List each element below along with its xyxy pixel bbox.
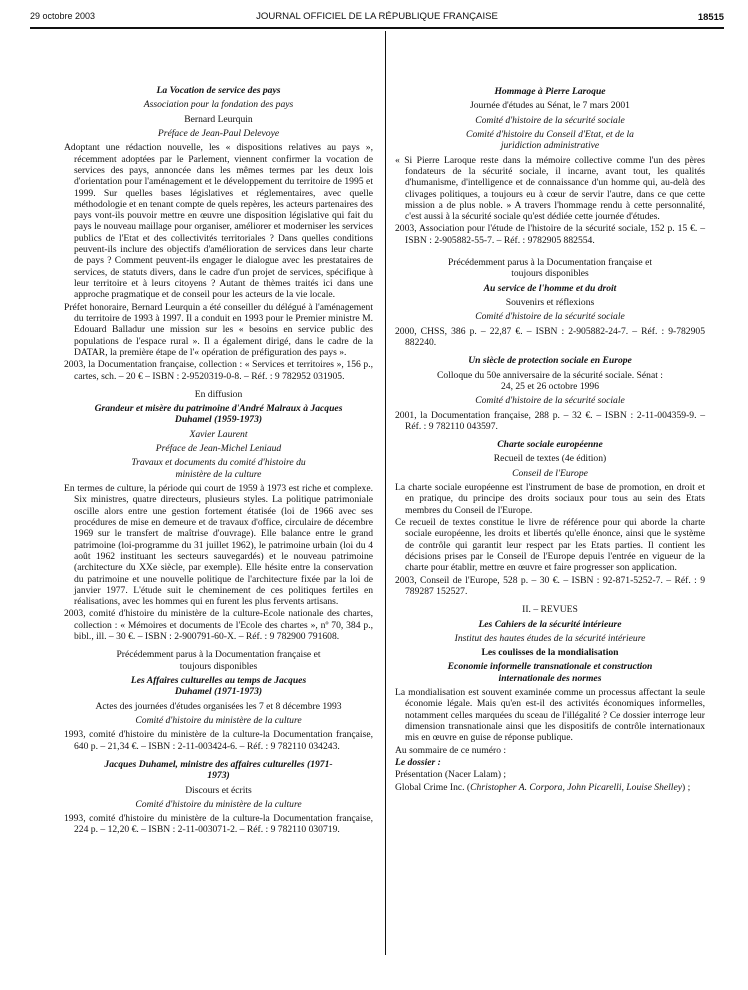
book-organization: Comité d'histoire de la sécurité sociale bbox=[475, 311, 625, 323]
page-header bbox=[30, 11, 724, 25]
book-subtitle: Journée d'études au Sénat, le 7 mars 2001 bbox=[470, 100, 630, 112]
section-heading: II. – REVUES bbox=[522, 604, 578, 616]
previously-published: Précédemment parus à la Documentation française et toujours disponibles bbox=[116, 649, 321, 672]
header-page-number: 18515 bbox=[697, 11, 724, 22]
summary-item: Présentation (Nacer Lalam) ; bbox=[395, 769, 507, 781]
book-title: Un siècle de protection sociale en Europe bbox=[468, 355, 632, 367]
book-reference: 2003, comité d'histoire du ministère de la culture-Ecole nationale des chartes, collection : « Mémoires et documents de l'Ecole des chartes », nº 70, 384 p., bibl., ill. – 30 €. – ISBN : 2-900791-60-X. – Réf. : 9 782900 791608. bbox=[64, 608, 373, 643]
review-organization: Institut des hautes études de la sécurité intérieure bbox=[454, 632, 646, 644]
header-title: JOURNAL OFFICIEL DE LA RÉPUBLIQUE FRANÇAISE bbox=[256, 11, 498, 22]
review-title: Les Cahiers de la sécurité intérieure bbox=[478, 618, 622, 630]
review-issue-title: Les coulisses de la mondialisation bbox=[481, 647, 619, 659]
book-reference: 1993, comité d'histoire du ministère de la culture-la Documentation française, 224 p. – 12,20 €. – ISBN : 2-11-003071-2. – Réf. : 9 782110 030719. bbox=[64, 813, 373, 836]
dossier-label: Le dossier : bbox=[395, 756, 441, 768]
right-column bbox=[395, 86, 705, 794]
book-series: Travaux et documents du comité d'histoire du ministère de la culture bbox=[131, 457, 306, 480]
book-organization: Conseil de l'Europe bbox=[512, 467, 588, 479]
book-subtitle: Recueil de textes (4e édition) bbox=[493, 453, 607, 465]
book-subtitle: Souvenirs et réflexions bbox=[505, 297, 595, 308]
summary-item-end: ) ; bbox=[682, 781, 691, 793]
book-description: « Si Pierre Laroque reste dans la mémoire collective comme l'un des pères fondateurs de la sécurité sociale, il incarne, avant tout, les qualités d'humanisme, d'intelligence et de connaissance d'un homme qui, au-delà des clivages politiques, a toujours eu à cœur de servir l'autre, dans ce que cette mission a de plus noble. » A travers l'hommage rendu à cette personnalité, c'est aussi à la sécurité sociale qu'est dédiée cette journée d'études. bbox=[395, 154, 705, 223]
book-title: Hommage à Pierre Laroque bbox=[494, 86, 606, 97]
book-preface: Préface de Jean-Paul Delevoye bbox=[157, 127, 280, 139]
summary-item-title: Global Crime Inc. ( bbox=[395, 781, 471, 793]
book-publisher: Association pour la fondation des pays bbox=[143, 99, 294, 111]
summary-item bbox=[395, 782, 705, 793]
previously-published: Précédemment parus à la Documentation française et toujours disponibles bbox=[447, 257, 653, 280]
book-author: Xavier Laurent bbox=[189, 428, 248, 440]
header-date: 29 octobre 2003 bbox=[30, 11, 96, 21]
review-theme: Economie informelle transnationale et construction internationale des normes bbox=[447, 661, 653, 684]
book-reference: 2003, Association pour l'étude de l'histoire de la sécurité sociale, 152 p. 15 €. – ISBN : 2-905882-55-7. – Réf. : 9782905 882554. bbox=[395, 223, 705, 246]
book-title: Jacques Duhamel, ministre des affaires culturelles (1971-1973) bbox=[104, 758, 333, 782]
book-organization: Comité d'histoire du ministère de la culture bbox=[135, 714, 302, 726]
left-column bbox=[64, 85, 373, 837]
book-reference: 1993, comité d'histoire du ministère de la culture-la Documentation française, 640 p. – 21,34 €. – ISBN : 2-11-003424-6. – Réf. : 9 782110 034243. bbox=[64, 729, 373, 752]
book-description: En termes de culture, la période qui court de 1959 à 1973 est riche et complexe. Six ministres, quatre directeurs, plusieurs styles. La politique patrimoniale oscille alors entre une gestion fortement étatisée (loi de 1966 avec ses procédures de mise en demeure et de travaux d'office, circulaire de décembre 1969 sur le transfert de maîtrise d'ouvrage). Elle balance entre le grand patrimoine (loi-programme du 31 juillet 1962), le patrimoine urbain (loi du 4 août 1962 instituant les secteurs sauvegardés) et le nouveau patrimoine (architecture du XXe siècle, par exemple). Elle hésite entre la conservation du patrimoine et une nouvelle politique de l'architecture fixée par la loi de janvier 1977. L'étude suit le cheminement de ces politiques fertiles en réalisations, avec les hommes qui en furent les plus fervents artisans. bbox=[64, 483, 373, 608]
book-organization: Comité d'histoire du Conseil d'Etat, et de la juridiction administrative bbox=[466, 128, 634, 152]
column-divider bbox=[385, 31, 386, 955]
book-description: Ce recueil de textes constitue le livre de référence pour qui aborde la charte sociale européenne, les droits et libertés qu'elle énonce, ainsi que le système de contrôle qui garantit leur respect par les Etats parties. Il contient les décisions prises par le Conseil de l'Europe depuis l'entrée en vigueur de la charte pour établir, mettre en œuvre et faire progresser son application. bbox=[395, 517, 705, 574]
book-subtitle: Actes des journées d'études organisées les 7 et 8 décembre 1993 bbox=[95, 700, 342, 712]
review-description: La mondialisation est souvent examinée comme un processus affectant la seule économie légale. Mais qu'en est-il des activités économiques informelles, notamment celles marquées du sceau de l'illégalité ? Ce dossier interroge leur dimension transnationale ainsi que les dispositifs de contrôle internationaux mis en œuvre en guise de réponse publique. bbox=[395, 687, 705, 744]
book-reference: 2003, la Documentation française, collection : « Services et territoires », 156 p., cartes, sch. – 20 € – ISBN : 2-9520319-0-8. – Réf. : 9 782952 031905. bbox=[64, 359, 373, 382]
book-author: Bernard Leurquin bbox=[184, 113, 253, 125]
book-organization: Comité d'histoire de la sécurité sociale bbox=[475, 395, 625, 407]
book-organization: Comité d'histoire du ministère de la culture bbox=[135, 798, 302, 810]
book-title: Les Affaires culturelles au temps de Jacques Duhamel (1971-1973) bbox=[130, 675, 307, 698]
book-author-bio: Préfet honoraire, Bernard Leurquin a été conseiller du délégué à l'aménagement du territoire de 1993 à 1997. Il a conduit en 1993 pour le Premier ministre M. Edouard Balladur une mission sur les « besoins en service public des populations de l'espace rural ». Il a également dirigé, dans le cadre de la DATAR, la première étape de l'« opération de préfiguration des pays ». bbox=[64, 301, 373, 358]
book-reference: 2003, Conseil de l'Europe, 528 p. – 30 €. – ISBN : 92-871-5252-7. – Réf. : 9 789287 152527. bbox=[395, 574, 705, 597]
book-reference: 2000, CHSS, 386 p. – 22,87 €. – ISBN : 2-905882-24-7. – Réf. : 9-782905 882240. bbox=[395, 325, 705, 348]
header-rule bbox=[30, 27, 724, 29]
book-preface: Préface de Jean-Michel Leniaud bbox=[155, 443, 282, 455]
book-subtitle: Discours et écrits bbox=[185, 784, 252, 796]
book-title: La Vocation de service des pays bbox=[156, 85, 281, 96]
book-description: La charte sociale européenne est l'instrument de base de promotion, en droit et en pratique, du principe des droits sociaux pour tous au sein des Etats membres du Conseil de l'Europe. bbox=[395, 482, 705, 516]
book-organization: Comité d'histoire de la sécurité sociale bbox=[475, 114, 625, 126]
book-subtitle: Colloque du 50e anniversaire de la sécurité sociale. Sénat : 24, 25 et 26 octobre 1996 bbox=[437, 369, 663, 392]
book-title: Au service de l'homme et du droit bbox=[483, 282, 617, 294]
book-title: Grandeur et misère du patrimoine d'André Malraux à Jacques Duhamel (1959-1973) bbox=[94, 403, 343, 426]
book-title: Charte sociale européenne bbox=[497, 439, 603, 451]
diffusion-heading: En diffusion bbox=[194, 388, 243, 400]
summary-item-authors: Christopher A. Corpora, John Picarelli, Louise Shelley bbox=[470, 781, 682, 793]
book-reference: 2001, la Documentation française, 288 p. – 32 €. – ISBN : 2-11-004359-9. – Réf. : 9 782110 043597. bbox=[395, 409, 705, 432]
summary-line: Au sommaire de ce numéro : bbox=[395, 744, 507, 756]
book-description: Adoptant une rédaction nouvelle, les « dispositions relatives au pays », récemment adoptées par le Parlement, viennent confirmer la vocation de services des pays, annoncée dans les mêmes termes par les deux lois d'orientation pour l'aménagement et le développement du territoire de 1995 et 1999. Sur quelles bases législatives et réglementaires, avec quelle méthodologie et en tenant compte de quels repères, les acteurs partenaires des pays vont-ils pouvoir mettre en œuvre une disposition législative qui fait du pays le nouveau maillage pour organiser, améliorer et moderniser les services publics de l'Etat et des collectivités territoriales ? Dans quelles conditions peuvent-ils inclure des objectifs d'amélioration de services dans leur charte de pays ? Comment peuvent-ils engager le dialogue avec les prestataires de services, de statuts divers, dans le cadre d'un projet de services, spécifique à leur territoire et à leurs citoyens ? Autant de thèmes traités ici dans une approche pragmatique et de conseil pour les acteurs de la vie locale. bbox=[64, 142, 373, 301]
